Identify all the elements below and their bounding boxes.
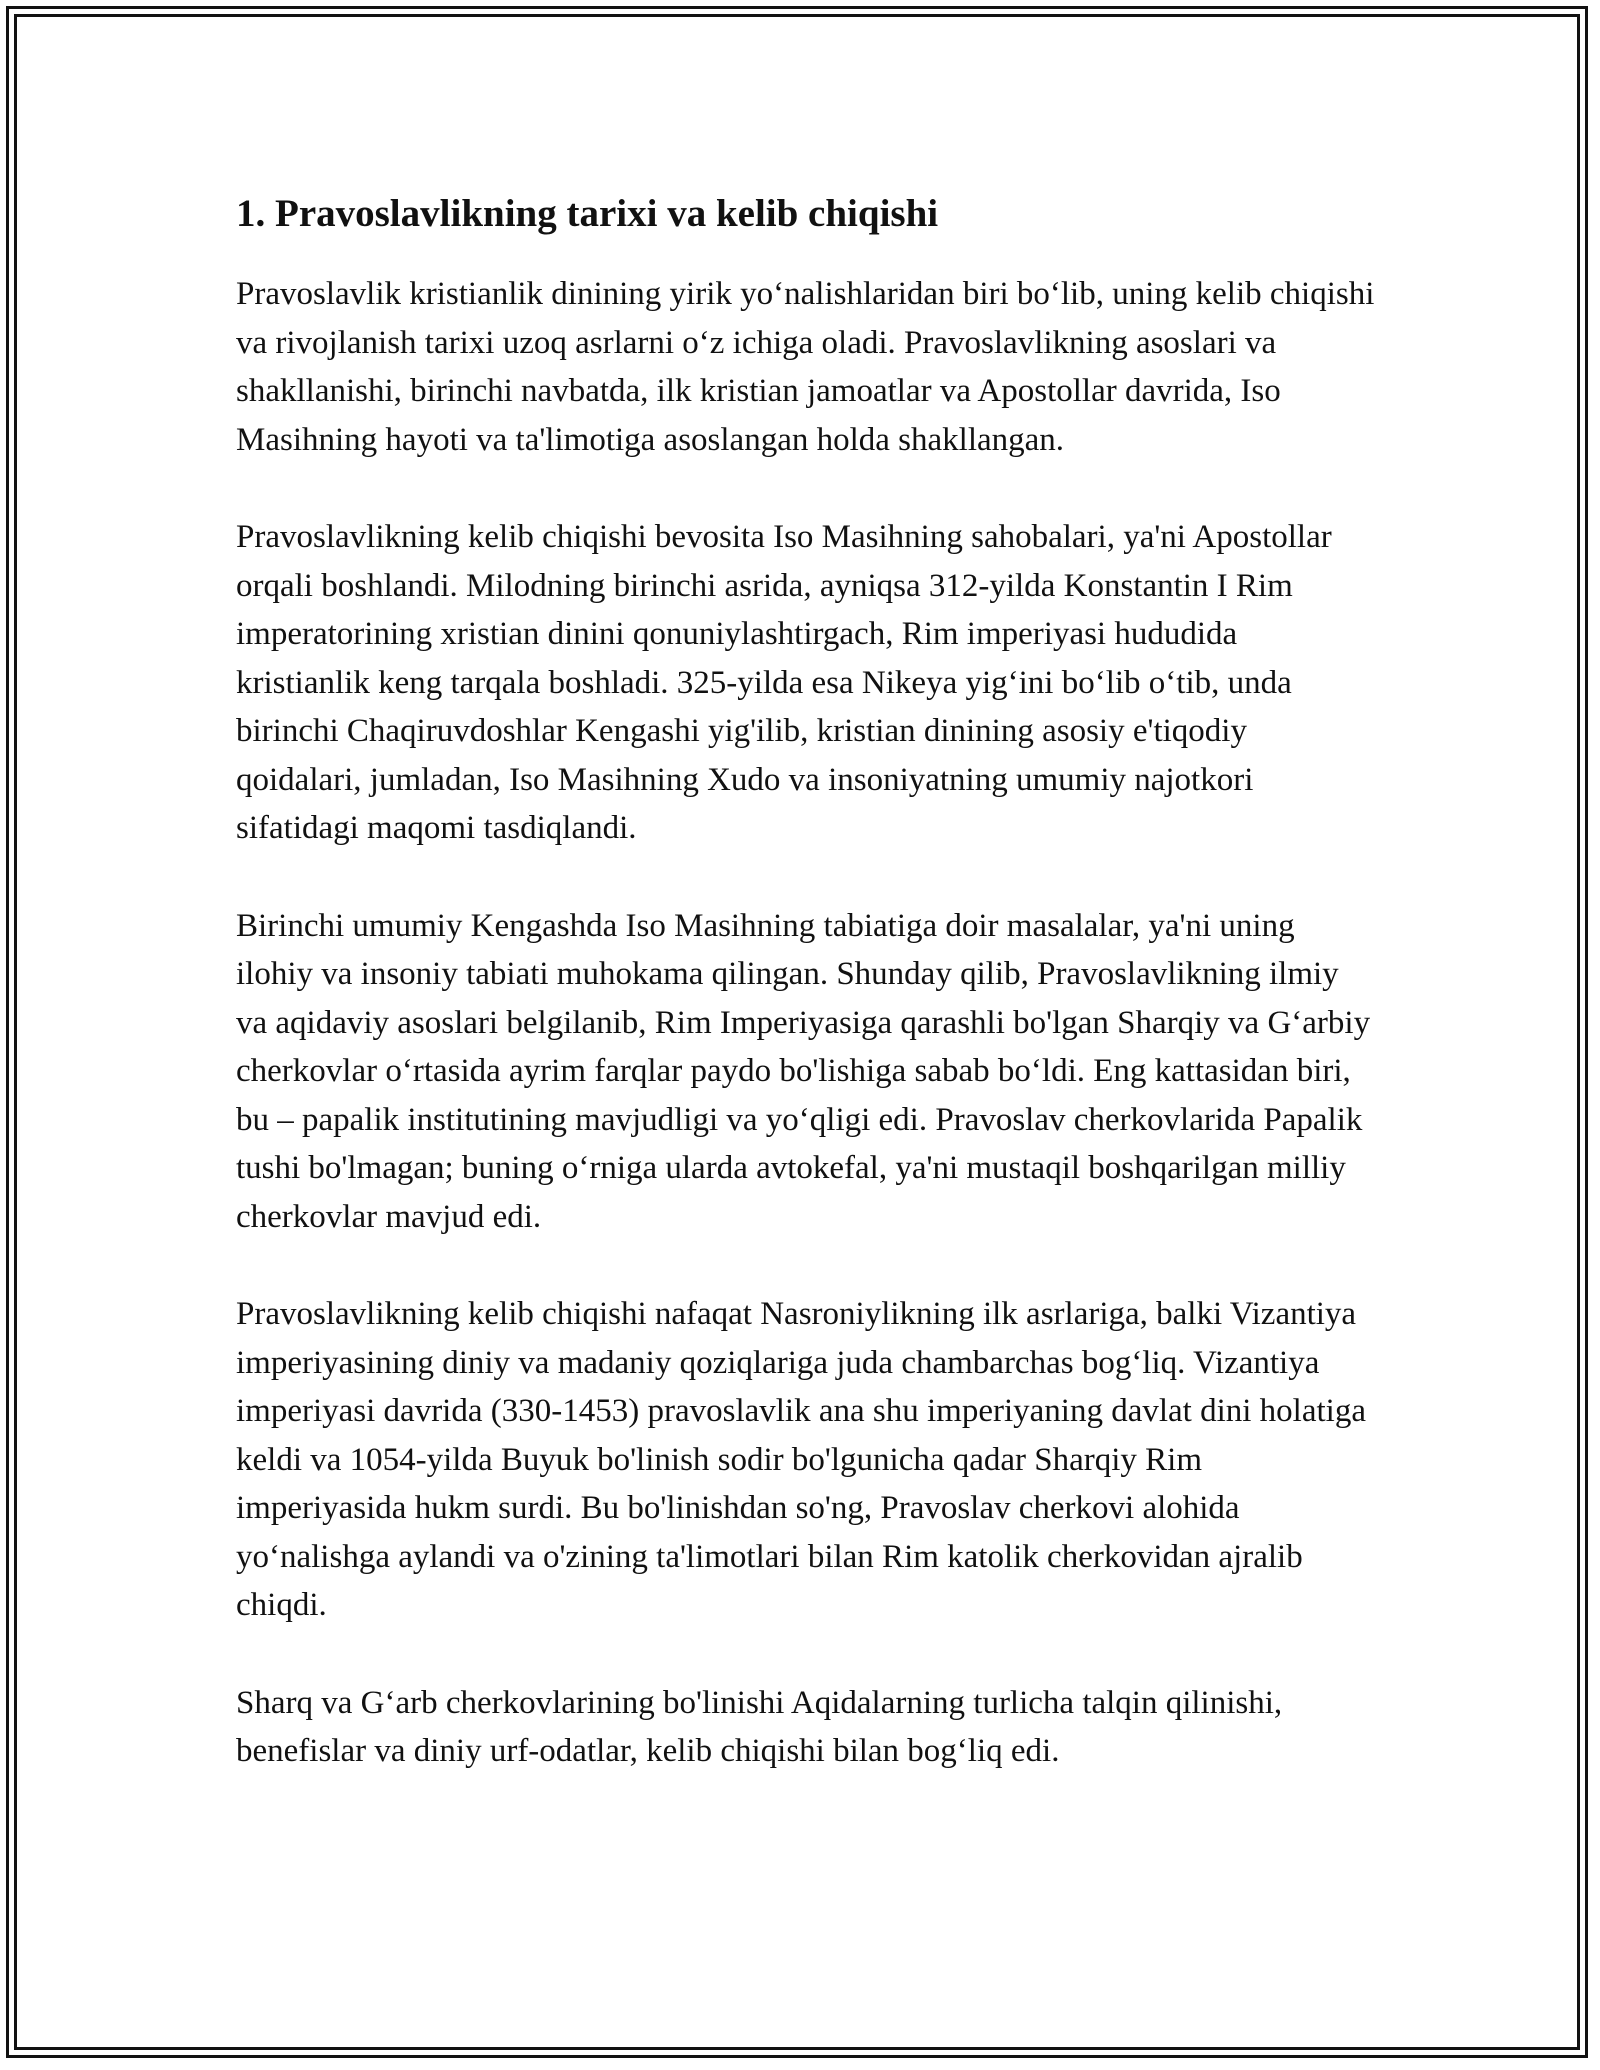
paragraph-2: Pravoslavlikning kelib chiqishi bevosita Iso Masihning sahobalari, ya'ni Apostollar orqali boshlandi. Milodning birinchi asrida, ayniqsa 312-yilda Konstantin I Rim imperatorining xristian dinini qonuniylashtirgach, Rim imperiyasi hududida kristianlik keng tarqala boshladi. 325-yilda esa Nikeya yigʻini boʻlib oʻtib, unda birinchi Chaqiruvdoshlar Kengashi yig'ilib, kristian dinining asosiy e'tiqodiy qoidalari, jumladan, Iso Masihning Xudo va insoniyatning umumiy najotkori sifatidagi maqomi tasdiqlandi.: [236, 519, 1332, 846]
section-title: 1. Pravoslavlikning tarixi va kelib chiqishi: [236, 192, 939, 235]
paragraph-3: Birinchi umumiy Kengashda Iso Masihning tabiatiga doir masalalar, ya'ni uning ilohiy va insoniy tabiati muhokama qilingan. Shunday qilib, Pravoslavlikning ilmiy va aqidaviy asoslari belgilanib, Rim Imperiyasiga qarashli bo'lgan Sharqiy va Gʻarbiy cherkovlar oʻrtasida ayrim farqlar paydo bo'lishiga sabab boʻldi. Eng kattasidan biri, bu – papalik institutining mavjudligi va yoʻqligi edi. Pravoslav cherkovlarida Papalik tushi bo'lmagan; buning oʻrniga ularda avtokefal, ya'ni mustaqil boshqarilgan milliy cherkovlar mavjud edi.: [236, 907, 1371, 1235]
document-body: [236, 188, 1376, 1825]
paragraph-1: Pravoslavlik kristianlik dinining yirik yoʻnalishlaridan biri boʻlib, uning kelib chiqishi va rivojlanish tarixi uzoq asrlarni oʻz ichiga oladi. Pravoslavlikning asoslari va shakllanishi, birinchi navbatda, ilk kristian jamoatlar va Apostollar davrida, Iso Masihning hayoti va ta'limotiga asoslangan holda shakllangan.: [236, 276, 1375, 458]
paragraph-4: Pravoslavlikning kelib chiqishi nafaqat Nasroniylikning ilk asrlariga, balki Vizantiya imperiyasining diniy va madaniy qoziqlariga juda chambarchas bogʻliq. Vizantiya imperiyasi davrida (330-1453) pravoslavlik ana shu imperiyaning davlat dini holatiga keldi va 1054-yilda Buyuk bo'linish sodir bo'lgunicha qadar Sharqiy Rim imperiyasida hukm surdi. Bu bo'linishdan so'ng, Pravoslav cherkovi alohida yoʻnalishga aylandi va o'zining ta'limotlari bilan Rim katolik cherkovidan ajralib chiqdi.: [236, 1296, 1366, 1623]
paragraph-5: Sharq va Gʻarb cherkovlarining bo'linishi Aqidalarning turlicha talqin qilinishi, benefislar va diniy urf-odatlar, kelib chiqishi bilan bogʻliq edi.: [236, 1684, 1283, 1769]
